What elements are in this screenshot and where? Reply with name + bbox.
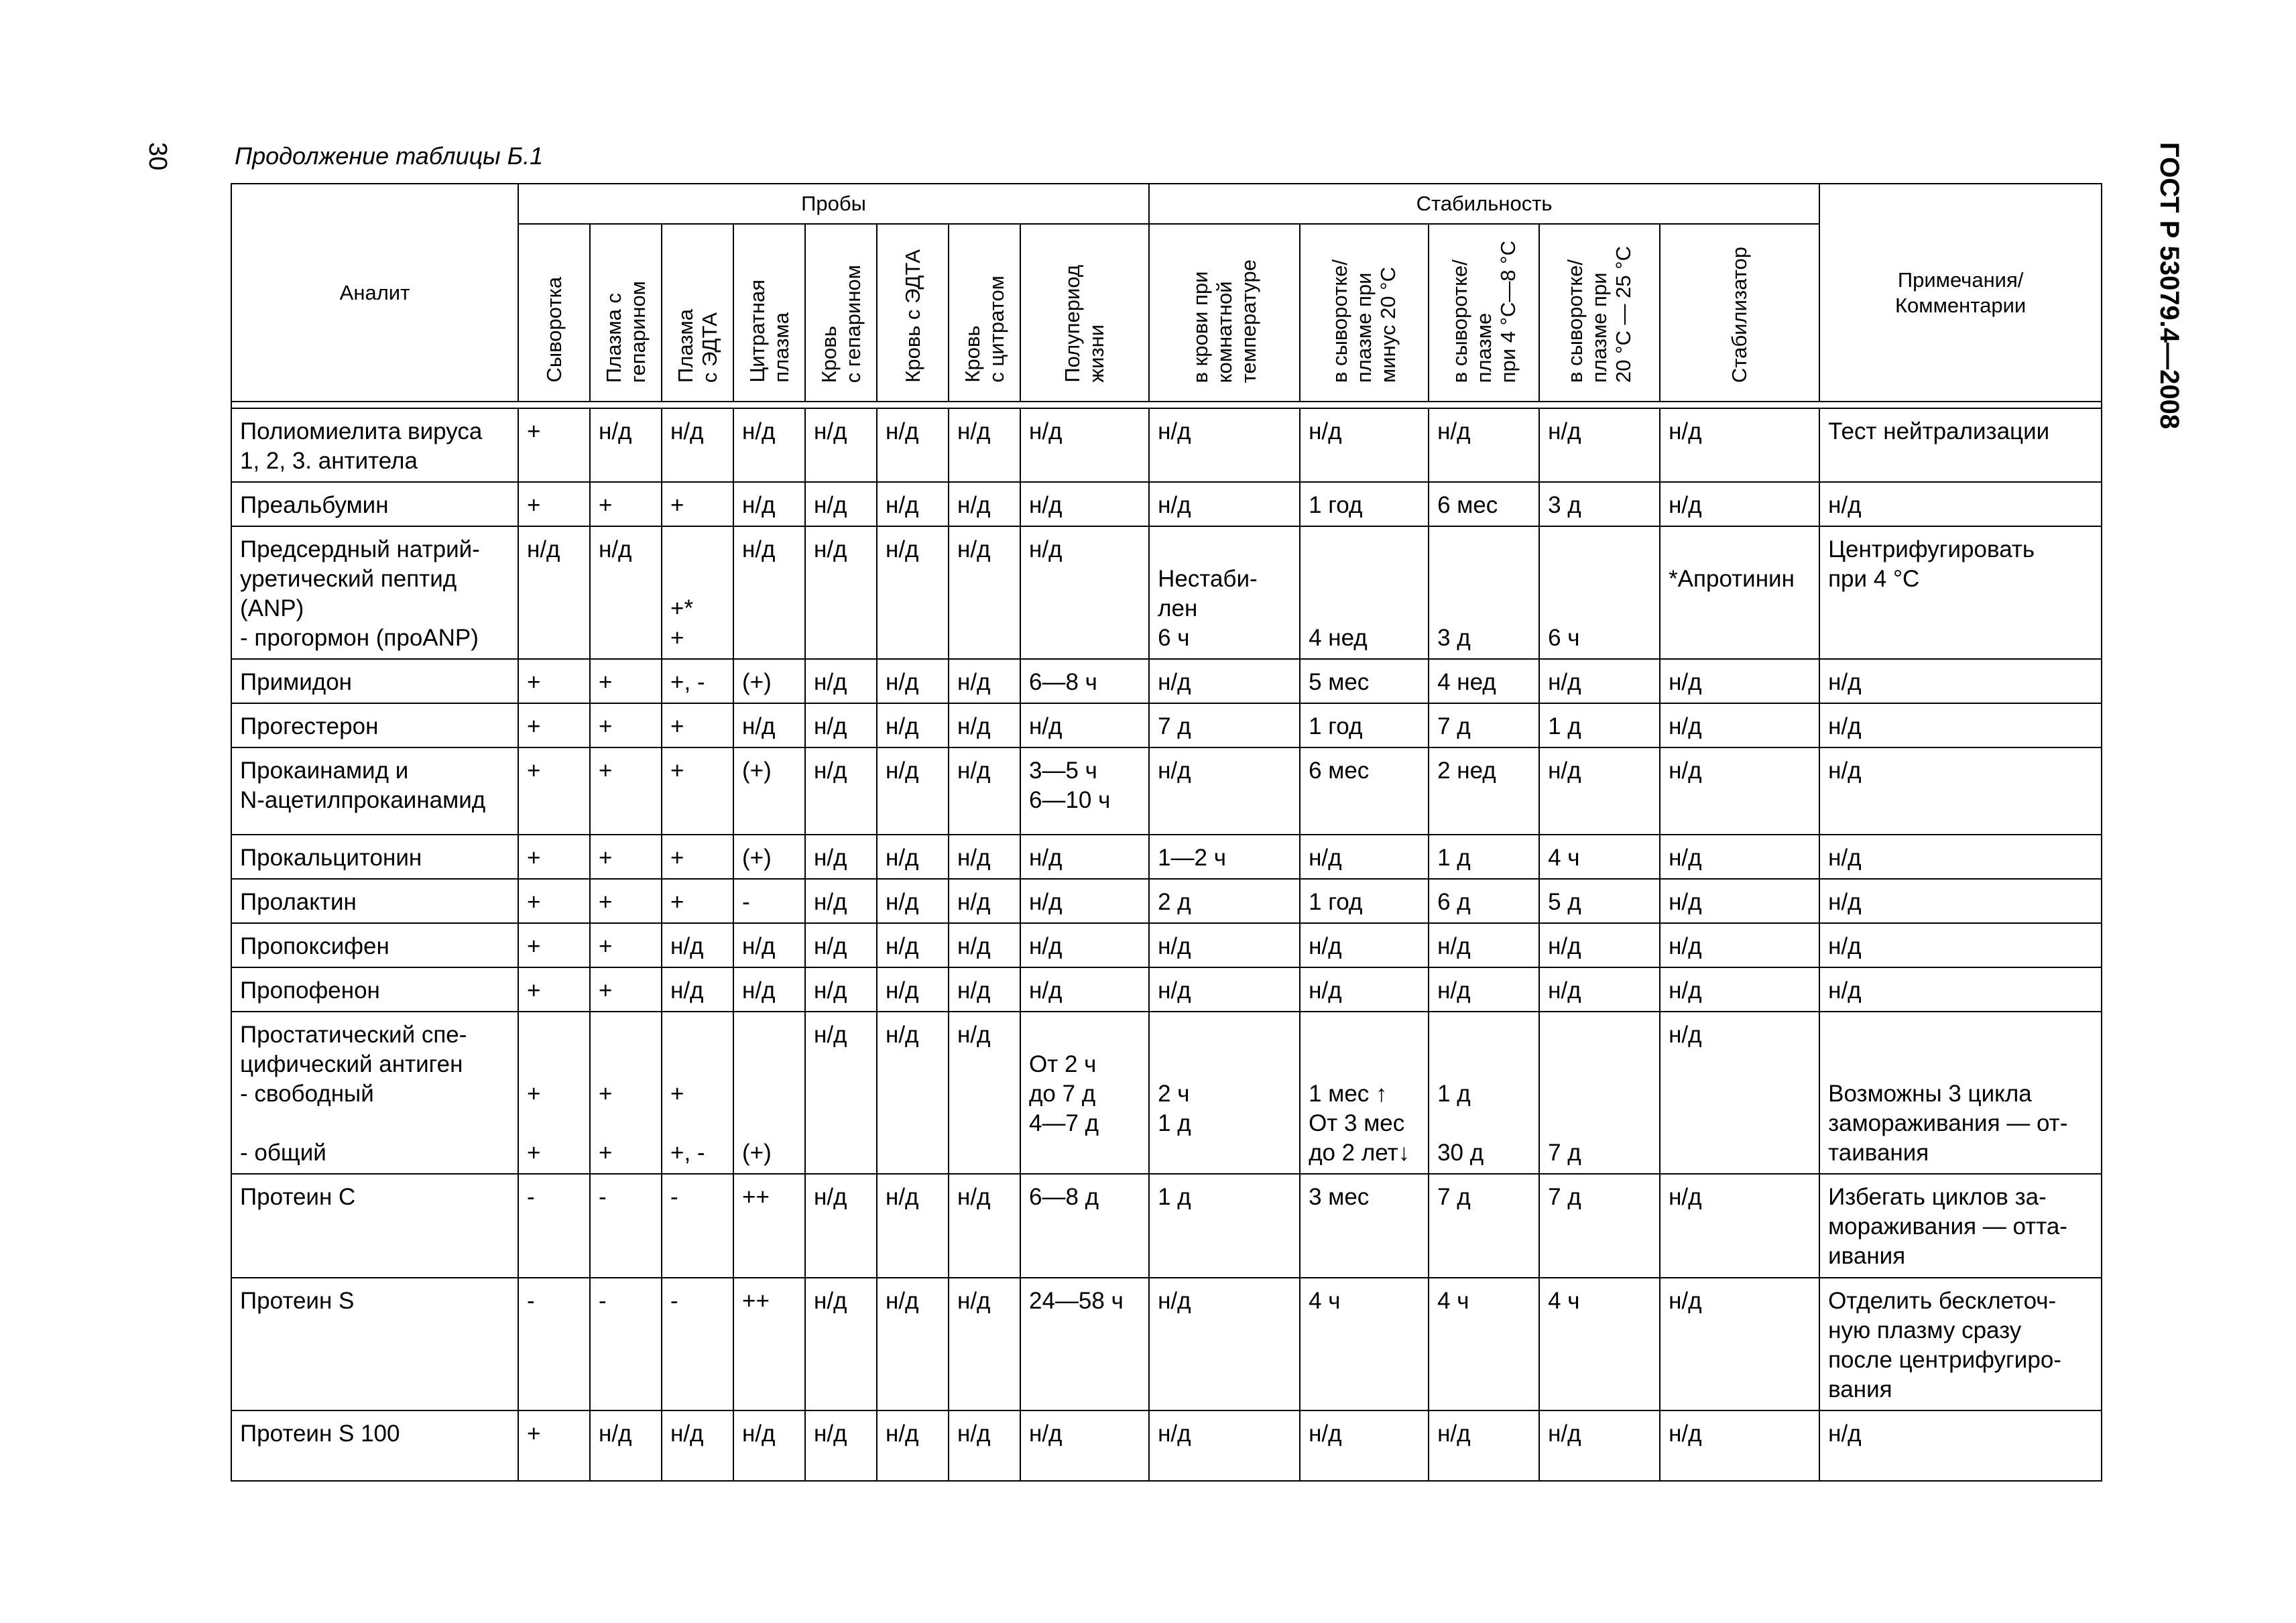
value-cell: + (662, 482, 733, 526)
header-col: Плазма с ЭДТА (662, 224, 733, 402)
value-cell: н/д (1660, 703, 1819, 747)
value-cell: (+) (733, 659, 805, 703)
value-cell: Нестаби- лен 6 ч (1149, 526, 1300, 659)
value-cell: От 2 ч до 7 д 4—7 д (1020, 1012, 1149, 1174)
note-cell: н/д (1819, 1410, 2102, 1481)
value-cell: н/д (1149, 659, 1300, 703)
value-cell: + (662, 879, 733, 923)
header-col: Кровь с цитратом (949, 224, 1020, 402)
value-cell: 1 д (1429, 835, 1539, 879)
value-cell: н/д (949, 835, 1020, 879)
header-col: Цитратная плазма (733, 224, 805, 402)
value-cell: н/д (590, 1410, 662, 1481)
note-cell: н/д (1819, 835, 2102, 879)
value-cell: н/д (877, 1174, 949, 1278)
value-cell: н/д (1149, 1410, 1300, 1481)
value-cell: н/д (1539, 408, 1660, 482)
value-cell: 7 д (1429, 1174, 1539, 1278)
header-col: в сыворотке/ плазме при 20 °С — 25 °С (1539, 224, 1660, 402)
value-cell: 7 д (1539, 1012, 1660, 1174)
value-cell: н/д (1539, 747, 1660, 835)
value-cell: н/д (949, 747, 1020, 835)
value-cell: н/д (733, 923, 805, 967)
value-cell: + (518, 747, 590, 835)
value-cell: н/д (518, 526, 590, 659)
header-stability: Стабильность (1149, 184, 1819, 224)
value-cell: 6 д (1429, 879, 1539, 923)
table-row (231, 923, 2102, 967)
value-cell: - (662, 1278, 733, 1410)
value-cell: н/д (1660, 408, 1819, 482)
value-cell: н/д (1660, 1278, 1819, 1410)
value-cell: н/д (1660, 835, 1819, 879)
table-caption: Продолжение таблицы Б.1 (235, 142, 544, 170)
value-cell: ++ (733, 1174, 805, 1278)
analyte-cell: Прокаинамид и N-ацетилпрокаинамид (231, 747, 518, 835)
value-cell: н/д (949, 1174, 1020, 1278)
header-col: в сыворотке/ плазме при 4 °С—8 °С (1429, 224, 1539, 402)
value-cell: 1 д (1149, 1174, 1300, 1278)
value-cell: н/д (877, 879, 949, 923)
value-cell: + (662, 703, 733, 747)
value-cell: 3 мес (1300, 1174, 1429, 1278)
value-cell: н/д (1149, 408, 1300, 482)
value-cell: 3—5 ч 6—10 ч (1020, 747, 1149, 835)
table-row (231, 1410, 2102, 1481)
value-cell: н/д (1429, 967, 1539, 1012)
value-cell: н/д (1149, 923, 1300, 967)
value-cell: + (662, 747, 733, 835)
value-cell: +, - (662, 659, 733, 703)
analyte-cell: Протеин S 100 (231, 1410, 518, 1481)
table-row (231, 967, 2102, 1012)
value-cell: н/д (805, 408, 877, 482)
value-cell: 2 д (1149, 879, 1300, 923)
value-cell: 7 д (1149, 703, 1300, 747)
value-cell: + (518, 703, 590, 747)
value-cell: 1 мес ↑ От 3 мес до 2 лет↓ (1300, 1012, 1429, 1174)
value-cell: н/д (1020, 703, 1149, 747)
value-cell: н/д (733, 703, 805, 747)
value-cell: н/д (1300, 835, 1429, 879)
value-cell: н/д (662, 1410, 733, 1481)
value-cell: 5 д (1539, 879, 1660, 923)
value-cell: н/д (805, 659, 877, 703)
value-cell: 6—8 ч (1020, 659, 1149, 703)
value-cell: 5 мес (1300, 659, 1429, 703)
value-cell: + (518, 482, 590, 526)
value-cell: + (518, 879, 590, 923)
value-cell: н/д (877, 482, 949, 526)
value-cell: н/д (1660, 659, 1819, 703)
value-cell: н/д (590, 408, 662, 482)
table-row (231, 526, 2102, 659)
note-cell: Избегать циклов за- мораживания — отта- ивания (1819, 1174, 2102, 1278)
value-cell: н/д (805, 1278, 877, 1410)
value-cell: н/д (1660, 879, 1819, 923)
value-cell: н/д (877, 1278, 949, 1410)
value-cell: + (518, 1410, 590, 1481)
value-cell: + + (590, 1012, 662, 1174)
value-cell: 6—8 д (1020, 1174, 1149, 1278)
value-cell: 1 год (1300, 482, 1429, 526)
note-cell: Центрифугировать при 4 °С (1819, 526, 2102, 659)
note-cell: н/д (1819, 703, 2102, 747)
value-cell: + (518, 835, 590, 879)
value-cell: ++ (733, 1278, 805, 1410)
note-cell: Возможны 3 цикла замораживания — от- таивания (1819, 1012, 2102, 1174)
value-cell: н/д (590, 526, 662, 659)
value-cell: н/д (949, 659, 1020, 703)
value-cell: н/д (733, 526, 805, 659)
value-cell: 1 д 30 д (1429, 1012, 1539, 1174)
value-cell: н/д (949, 408, 1020, 482)
value-cell: н/д (1660, 967, 1819, 1012)
value-cell: н/д (805, 482, 877, 526)
note-cell: н/д (1819, 879, 2102, 923)
value-cell: 3 д (1539, 482, 1660, 526)
value-cell: н/д (949, 526, 1020, 659)
value-cell: н/д (805, 1410, 877, 1481)
value-cell: н/д (733, 1410, 805, 1481)
note-cell: н/д (1819, 967, 2102, 1012)
value-cell: н/д (949, 923, 1020, 967)
value-cell: н/д (1300, 1410, 1429, 1481)
value-cell: + (518, 659, 590, 703)
value-cell: 2 ч 1 д (1149, 1012, 1300, 1174)
value-cell: н/д (1539, 1410, 1660, 1481)
value-cell: + (590, 879, 662, 923)
value-cell: н/д (877, 923, 949, 967)
value-cell: н/д (1660, 1174, 1819, 1278)
value-cell: н/д (805, 835, 877, 879)
analyte-cell: Прогестерон (231, 703, 518, 747)
value-cell: н/д (1660, 923, 1819, 967)
value-cell: н/д (1660, 1410, 1819, 1481)
value-cell: +* + (662, 526, 733, 659)
value-cell: н/д (1149, 967, 1300, 1012)
value-cell: н/д (1539, 659, 1660, 703)
analyte-table (231, 183, 2102, 1482)
analyte-cell: Предсердный натрий- уретический пептид (ANP) - прогормон (проANP) (231, 526, 518, 659)
header-analyte: Аналит (231, 184, 518, 402)
value-cell: 1 год (1300, 703, 1429, 747)
analyte-cell: Прокальцитонин (231, 835, 518, 879)
value-cell: 4 ч (1539, 835, 1660, 879)
table-row (231, 835, 2102, 879)
value-cell: 4 ч (1539, 1278, 1660, 1410)
analyte-cell: Протеин S (231, 1278, 518, 1410)
value-cell: н/д (1020, 835, 1149, 879)
value-cell: н/д (877, 747, 949, 835)
value-cell: 7 д (1429, 703, 1539, 747)
analyte-cell: Преальбумин (231, 482, 518, 526)
value-cell: *Апротинин (1660, 526, 1819, 659)
analyte-cell: Пропофенон (231, 967, 518, 1012)
header-notes: Примечания/ Комментарии (1819, 184, 2102, 402)
value-cell: - (662, 1174, 733, 1278)
page-number: 30 (143, 142, 172, 171)
analyte-cell: Протеин С (231, 1174, 518, 1278)
value-cell: 2 нед (1429, 747, 1539, 835)
standard-code: ГОСТ Р 53079.4—2008 (2155, 142, 2184, 430)
value-cell: н/д (805, 526, 877, 659)
value-cell: 6 мес (1429, 482, 1539, 526)
value-cell: н/д (1020, 967, 1149, 1012)
header-col: Стабилизатор (1660, 224, 1819, 402)
value-cell: н/д (1300, 923, 1429, 967)
table-row (231, 1012, 2102, 1174)
value-cell: 7 д (1539, 1174, 1660, 1278)
value-cell: н/д (877, 835, 949, 879)
value-cell: + (590, 703, 662, 747)
value-cell: н/д (1660, 482, 1819, 526)
value-cell: н/д (805, 879, 877, 923)
header-col: Кровь с ЭДТА (877, 224, 949, 402)
analyte-cell: Примидон (231, 659, 518, 703)
value-cell: 1 д (1539, 703, 1660, 747)
table-row (231, 879, 2102, 923)
value-cell: 4 нед (1300, 526, 1429, 659)
header-col: Плазма с гепарином (590, 224, 662, 402)
note-cell: н/д (1819, 923, 2102, 967)
value-cell: н/д (1020, 408, 1149, 482)
table-row (231, 1174, 2102, 1278)
value-cell: н/д (1020, 1410, 1149, 1481)
value-cell: н/д (1020, 923, 1149, 967)
header-col: Кровь с гепарином (805, 224, 877, 402)
value-cell: + (590, 747, 662, 835)
value-cell: 1—2 ч (1149, 835, 1300, 879)
analyte-cell: Полиомиелита вируса 1, 2, 3. антитела (231, 408, 518, 482)
value-cell: + (590, 967, 662, 1012)
value-cell: н/д (877, 703, 949, 747)
value-cell: + (590, 659, 662, 703)
value-cell: - (518, 1278, 590, 1410)
table-row (231, 408, 2102, 482)
value-cell: н/д (1429, 408, 1539, 482)
value-cell: н/д (1660, 1012, 1819, 1174)
value-cell: н/д (1149, 1278, 1300, 1410)
value-cell: н/д (1300, 408, 1429, 482)
value-cell: н/д (1020, 526, 1149, 659)
value-cell: н/д (1429, 1410, 1539, 1481)
header-col: Полупериод жизни (1020, 224, 1149, 402)
table-row (231, 1278, 2102, 1410)
value-cell: н/д (662, 408, 733, 482)
value-cell: н/д (805, 967, 877, 1012)
value-cell: н/д (733, 408, 805, 482)
value-cell: н/д (1660, 747, 1819, 835)
value-cell: + (590, 923, 662, 967)
header-samples: Пробы (518, 184, 1149, 224)
value-cell: + + (518, 1012, 590, 1174)
value-cell: 4 нед (1429, 659, 1539, 703)
value-cell: н/д (1149, 482, 1300, 526)
value-cell: н/д (805, 703, 877, 747)
value-cell: н/д (1539, 923, 1660, 967)
value-cell: н/д (949, 879, 1020, 923)
value-cell: н/д (662, 967, 733, 1012)
value-cell: н/д (1020, 879, 1149, 923)
value-cell: н/д (733, 967, 805, 1012)
value-cell: н/д (805, 1012, 877, 1174)
value-cell: - (733, 879, 805, 923)
value-cell: н/д (1149, 747, 1300, 835)
analyte-cell: Пропоксифен (231, 923, 518, 967)
note-cell: н/д (1819, 659, 2102, 703)
value-cell: 6 мес (1300, 747, 1429, 835)
value-cell: + (518, 967, 590, 1012)
analyte-cell: Пролактин (231, 879, 518, 923)
note-cell: Тест нейтрализации (1819, 408, 2102, 482)
value-cell: 6 ч (1539, 526, 1660, 659)
value-cell: 4 ч (1429, 1278, 1539, 1410)
value-cell: н/д (1300, 967, 1429, 1012)
value-cell: н/д (949, 1410, 1020, 1481)
value-cell: н/д (733, 482, 805, 526)
value-cell: + (590, 482, 662, 526)
value-cell: - (590, 1174, 662, 1278)
value-cell: (+) (733, 1012, 805, 1174)
value-cell: 24—58 ч (1020, 1278, 1149, 1410)
value-cell: (+) (733, 747, 805, 835)
value-cell: н/д (1539, 967, 1660, 1012)
value-cell: н/д (949, 1012, 1020, 1174)
note-cell: Отделить бесклеточ- ную плазму сразу после центрифугиро- вания (1819, 1278, 2102, 1410)
value-cell: + (590, 835, 662, 879)
header-col: Сыворотка (518, 224, 590, 402)
value-cell: 3 д (1429, 526, 1539, 659)
value-cell: н/д (662, 923, 733, 967)
value-cell: н/д (877, 526, 949, 659)
table-row (231, 482, 2102, 526)
value-cell: - (518, 1174, 590, 1278)
table-row (231, 659, 2102, 703)
value-cell: н/д (877, 408, 949, 482)
value-cell: н/д (877, 659, 949, 703)
value-cell: н/д (949, 1278, 1020, 1410)
value-cell: 1 год (1300, 879, 1429, 923)
table-row (231, 703, 2102, 747)
value-cell: н/д (805, 923, 877, 967)
value-cell: н/д (1429, 923, 1539, 967)
table-row (231, 747, 2102, 835)
value-cell: н/д (877, 967, 949, 1012)
value-cell: (+) (733, 835, 805, 879)
value-cell: н/д (949, 967, 1020, 1012)
value-cell: н/д (877, 1012, 949, 1174)
value-cell: н/д (1020, 482, 1149, 526)
value-cell: + (518, 923, 590, 967)
analyte-cell: Простатический спе- цифический антиген - свободный - общий (231, 1012, 518, 1174)
value-cell: н/д (805, 1174, 877, 1278)
header-col: в крови при комнатной температуре (1149, 224, 1300, 402)
note-cell: н/д (1819, 482, 2102, 526)
value-cell: + +, - (662, 1012, 733, 1174)
value-cell: + (662, 835, 733, 879)
header-col: в сыворотке/ плазме при минус 20 °С (1300, 224, 1429, 402)
value-cell: н/д (805, 747, 877, 835)
value-cell: н/д (877, 1410, 949, 1481)
value-cell: 4 ч (1300, 1278, 1429, 1410)
note-cell: н/д (1819, 747, 2102, 835)
value-cell: + (518, 408, 590, 482)
value-cell: н/д (949, 703, 1020, 747)
value-cell: - (590, 1278, 662, 1410)
value-cell: н/д (949, 482, 1020, 526)
